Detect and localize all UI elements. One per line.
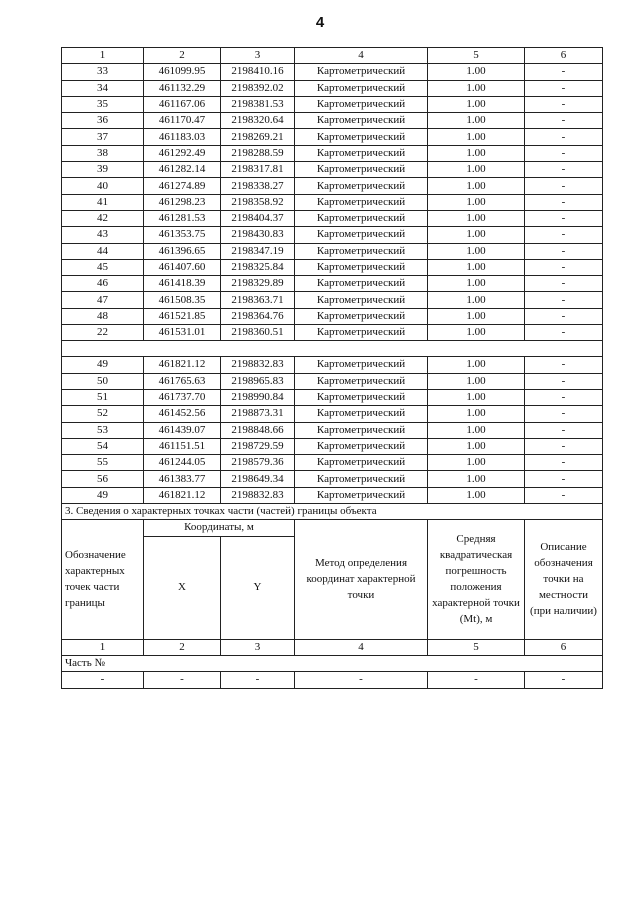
table-cell: - [525, 422, 603, 438]
table-cell: 1.00 [428, 487, 525, 503]
table-cell: 1.00 [428, 325, 525, 341]
table-cell: - [525, 243, 603, 259]
table-cell: Картометрический [295, 178, 428, 194]
table-row [62, 113, 603, 129]
table-cell: - [525, 162, 603, 178]
part-label-row [62, 655, 603, 671]
header-num: 2 [144, 639, 221, 655]
table-cell: 1.00 [428, 162, 525, 178]
table-cell: 461531.01 [144, 325, 221, 341]
table-cell: Картометрический [295, 325, 428, 341]
table-cell: 1.00 [428, 210, 525, 226]
table-cell: - [295, 672, 428, 688]
table-cell: 1.00 [428, 178, 525, 194]
table-cell: 1.00 [428, 80, 525, 96]
table-cell: 2198288.59 [221, 145, 295, 161]
table-cell: 1.00 [428, 422, 525, 438]
table-cell: 37 [62, 129, 144, 145]
table-cell: 2198360.51 [221, 325, 295, 341]
table-cell: - [525, 129, 603, 145]
header-num: 5 [428, 48, 525, 64]
header-num: 2 [144, 48, 221, 64]
table-cell: 461452.56 [144, 406, 221, 422]
table-cell: 2198347.19 [221, 243, 295, 259]
table-row [62, 194, 603, 210]
header-num: 6 [525, 639, 603, 655]
table-row [62, 308, 603, 324]
table-cell: Картометрический [295, 80, 428, 96]
section3-number-row [62, 639, 603, 655]
table-cell: 461821.12 [144, 357, 221, 373]
table-row [62, 227, 603, 243]
table-cell: - [525, 80, 603, 96]
table-cell: - [525, 276, 603, 292]
table-row [62, 487, 603, 503]
table-cell: - [525, 672, 603, 688]
table-cell: 1.00 [428, 471, 525, 487]
table-cell: - [525, 96, 603, 112]
table-cell: 2198990.84 [221, 389, 295, 405]
table-cell: 461508.35 [144, 292, 221, 308]
table-cell: 461170.47 [144, 113, 221, 129]
table-cell: 461281.53 [144, 210, 221, 226]
table-cell: 41 [62, 194, 144, 210]
table-cell: Картометрический [295, 406, 428, 422]
table-cell: 55 [62, 455, 144, 471]
table-cell: 53 [62, 422, 144, 438]
table-cell: 1.00 [428, 438, 525, 454]
table-cell: 461353.75 [144, 227, 221, 243]
table-cell: 49 [62, 357, 144, 373]
table-cell: 461183.03 [144, 129, 221, 145]
table-cell: 22 [62, 325, 144, 341]
table-cell: - [525, 64, 603, 80]
table-cell: Картометрический [295, 389, 428, 405]
table-cell: 49 [62, 487, 144, 503]
table-cell: Картометрический [295, 227, 428, 243]
table-cell: Картометрический [295, 455, 428, 471]
table-cell: 47 [62, 292, 144, 308]
separator-row [62, 341, 603, 357]
table-row [62, 438, 603, 454]
col1-header: Обозначение характерных точек части границы [62, 520, 144, 639]
table-cell: 2198329.89 [221, 276, 295, 292]
table-cell: - [525, 292, 603, 308]
part-label: Часть № [62, 655, 603, 671]
table-cell: 2198358.92 [221, 194, 295, 210]
section3-header-row [62, 520, 603, 536]
table-cell: 461151.51 [144, 438, 221, 454]
header-number-row [62, 48, 603, 64]
table-cell: 461521.85 [144, 308, 221, 324]
table-row [62, 325, 603, 341]
table-body [62, 48, 603, 504]
table-cell: Картометрический [295, 243, 428, 259]
table-cell: 1.00 [428, 276, 525, 292]
table-cell: 38 [62, 145, 144, 161]
table-cell: 461821.12 [144, 487, 221, 503]
table-row [62, 178, 603, 194]
table-cell: 461167.06 [144, 96, 221, 112]
table-cell: - [221, 672, 295, 688]
table-cell: Картометрический [295, 64, 428, 80]
table-cell: 2198404.37 [221, 210, 295, 226]
table-cell: - [525, 357, 603, 373]
table-cell: 461383.77 [144, 471, 221, 487]
table-cell: 35 [62, 96, 144, 112]
table-cell: 2198873.31 [221, 406, 295, 422]
table-row [62, 373, 603, 389]
table-cell: 2198848.66 [221, 422, 295, 438]
section3-title: 3. Сведения о характерных точках части (частей) границы объекта [62, 504, 603, 520]
col4-header: Метод определения координат характерной точки [295, 520, 428, 639]
table-cell: 461407.60 [144, 259, 221, 275]
table-cell: 56 [62, 471, 144, 487]
table-cell: 2198430.83 [221, 227, 295, 243]
table-cell: 2198729.59 [221, 438, 295, 454]
table-cell: - [525, 455, 603, 471]
table-cell: 45 [62, 259, 144, 275]
table-cell: Картометрический [295, 162, 428, 178]
table-cell: 44 [62, 243, 144, 259]
table-row [62, 455, 603, 471]
table-cell: Картометрический [295, 292, 428, 308]
table-cell: - [525, 325, 603, 341]
table-cell: 1.00 [428, 373, 525, 389]
table-row [62, 259, 603, 275]
table-cell: 2198649.34 [221, 471, 295, 487]
table-cell: 1.00 [428, 308, 525, 324]
table-row [62, 96, 603, 112]
table-cell: Картометрический [295, 422, 428, 438]
col5-header: Средняя квадратическая погрешность положения характерной точки (Mt), м [428, 520, 525, 639]
table-cell: Картометрический [295, 308, 428, 324]
table-cell: 2198381.53 [221, 96, 295, 112]
table-cell: 48 [62, 308, 144, 324]
table-cell: 1.00 [428, 243, 525, 259]
table-cell: 1.00 [428, 113, 525, 129]
table-cell: 43 [62, 227, 144, 243]
table-cell: - [525, 145, 603, 161]
section3-body [62, 504, 603, 688]
header-num: 1 [62, 48, 144, 64]
coordinates-table [61, 47, 603, 689]
table-cell: 461274.89 [144, 178, 221, 194]
coords-header: Координаты, м [144, 520, 295, 536]
table-cell: - [525, 259, 603, 275]
table-cell: - [525, 487, 603, 503]
table-cell: 461418.39 [144, 276, 221, 292]
x-header: X [144, 536, 221, 639]
table-cell: 1.00 [428, 194, 525, 210]
table-cell: 1.00 [428, 96, 525, 112]
table-cell: 2198832.83 [221, 357, 295, 373]
table-cell: 461099.95 [144, 64, 221, 80]
table-cell: 1.00 [428, 455, 525, 471]
table-cell: 40 [62, 178, 144, 194]
table-cell: 2198364.76 [221, 308, 295, 324]
table-cell: - [525, 113, 603, 129]
table-cell: 2198410.16 [221, 64, 295, 80]
table-cell: 1.00 [428, 129, 525, 145]
table-cell: Картометрический [295, 471, 428, 487]
table-cell: Картометрический [295, 210, 428, 226]
separator-cell [62, 341, 603, 357]
table-cell: - [62, 672, 144, 688]
header-num: 4 [295, 48, 428, 64]
table-cell: Картометрический [295, 96, 428, 112]
header-num: 6 [525, 48, 603, 64]
header-num: 3 [221, 48, 295, 64]
table-cell: Картометрический [295, 129, 428, 145]
table-cell: 36 [62, 113, 144, 129]
table-cell: Картометрический [295, 113, 428, 129]
col6-header: Описание обозначения точки на местности (при наличии) [525, 520, 603, 639]
table-row [62, 80, 603, 96]
table-row [62, 471, 603, 487]
table-row [62, 145, 603, 161]
table-row [62, 162, 603, 178]
table-cell: 1.00 [428, 357, 525, 373]
table-cell: 1.00 [428, 259, 525, 275]
table-row [62, 357, 603, 373]
table-cell: Картометрический [295, 145, 428, 161]
table-cell: - [525, 471, 603, 487]
table-row [62, 64, 603, 80]
table-cell: 2198338.27 [221, 178, 295, 194]
table-row [62, 210, 603, 226]
table-cell: Картометрический [295, 194, 428, 210]
table-cell: 461439.07 [144, 422, 221, 438]
table-cell: - [525, 406, 603, 422]
table-cell: - [144, 672, 221, 688]
table-cell: 461132.29 [144, 80, 221, 96]
table-cell: 1.00 [428, 64, 525, 80]
table-cell: Картометрический [295, 438, 428, 454]
header-num: 4 [295, 639, 428, 655]
table-cell: 2198320.64 [221, 113, 295, 129]
table-cell: - [525, 438, 603, 454]
part-row [62, 672, 603, 688]
table-cell: 461737.70 [144, 389, 221, 405]
table-cell: 39 [62, 162, 144, 178]
table-cell: 51 [62, 389, 144, 405]
table-cell: Картометрический [295, 373, 428, 389]
table-cell: 461396.65 [144, 243, 221, 259]
table-cell: 50 [62, 373, 144, 389]
table-cell: 461765.63 [144, 373, 221, 389]
header-num: 3 [221, 639, 295, 655]
table-cell: 33 [62, 64, 144, 80]
table-cell: 2198832.83 [221, 487, 295, 503]
page-number: 4 [315, 14, 325, 31]
table-cell: Картометрический [295, 357, 428, 373]
table-row [62, 406, 603, 422]
header-num: 5 [428, 639, 525, 655]
table-cell: 1.00 [428, 406, 525, 422]
table-cell: Картометрический [295, 487, 428, 503]
table-cell: - [525, 210, 603, 226]
table-cell: 42 [62, 210, 144, 226]
table-cell: 461244.05 [144, 455, 221, 471]
table-row [62, 129, 603, 145]
table-cell: 1.00 [428, 227, 525, 243]
table-cell: 54 [62, 438, 144, 454]
table-cell: Картометрический [295, 276, 428, 292]
table-cell: 1.00 [428, 145, 525, 161]
header-num: 1 [62, 639, 144, 655]
y-header: Y [221, 536, 295, 639]
table-row [62, 243, 603, 259]
table-cell: 52 [62, 406, 144, 422]
table-cell: - [428, 672, 525, 688]
table-cell: - [525, 389, 603, 405]
table-cell: 2198325.84 [221, 259, 295, 275]
table-cell: - [525, 178, 603, 194]
table-cell: 2198965.83 [221, 373, 295, 389]
table-cell: - [525, 227, 603, 243]
table-cell: 2198392.02 [221, 80, 295, 96]
table-row [62, 389, 603, 405]
table-cell: 461282.14 [144, 162, 221, 178]
section3-title-row [62, 504, 603, 520]
table-cell: 2198363.71 [221, 292, 295, 308]
table-cell: 46 [62, 276, 144, 292]
table-cell: - [525, 194, 603, 210]
table-cell: 2198579.36 [221, 455, 295, 471]
table-cell: 1.00 [428, 292, 525, 308]
table-row [62, 422, 603, 438]
table-cell: - [525, 308, 603, 324]
table-row [62, 276, 603, 292]
table-cell: Картометрический [295, 259, 428, 275]
table-cell: 461298.23 [144, 194, 221, 210]
table-cell: - [525, 373, 603, 389]
table-cell: 461292.49 [144, 145, 221, 161]
table-cell: 2198269.21 [221, 129, 295, 145]
table-cell: 34 [62, 80, 144, 96]
table-cell: 1.00 [428, 389, 525, 405]
table-row [62, 292, 603, 308]
table-cell: 2198317.81 [221, 162, 295, 178]
